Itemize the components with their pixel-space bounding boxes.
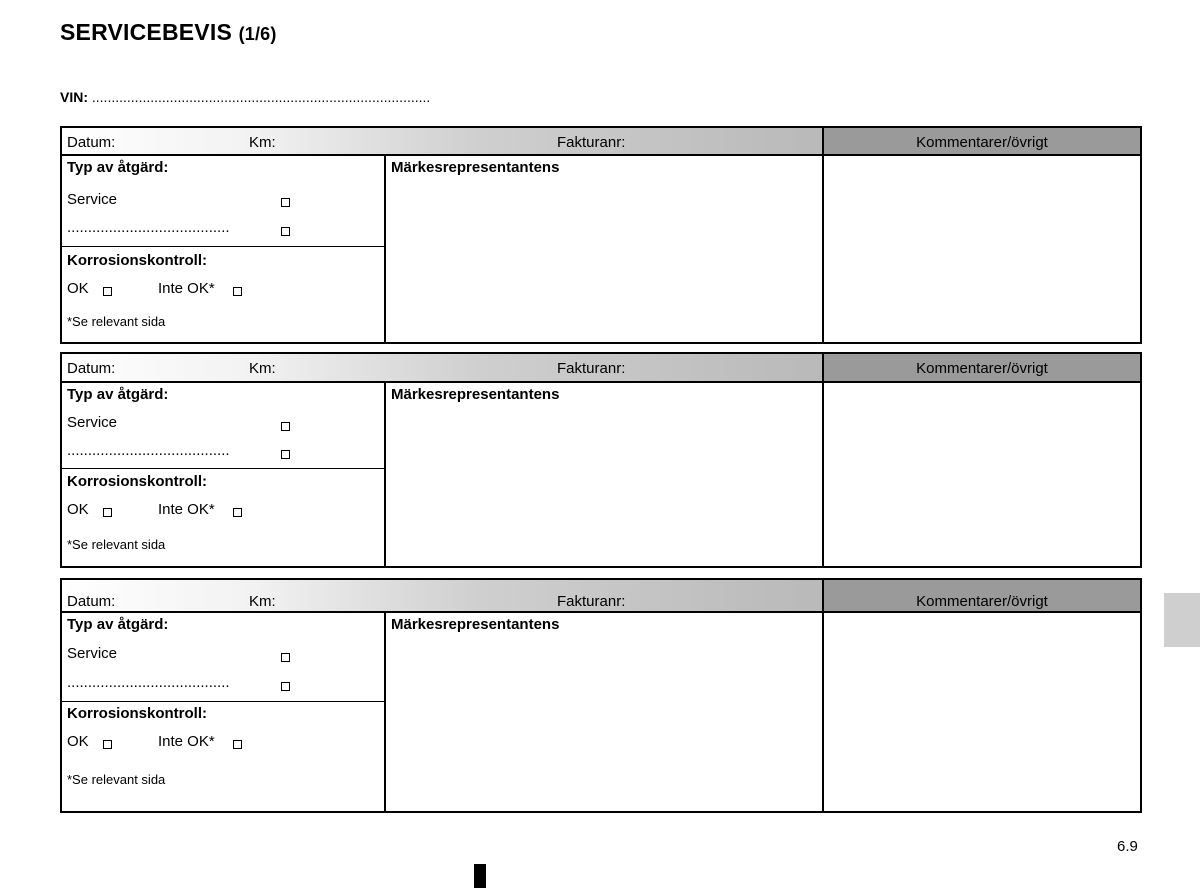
fakturanr-label: Fakturanr: <box>557 134 626 151</box>
other-action-dots: ....................................... <box>67 219 230 236</box>
typ-av-atgard-label: Typ av åtgärd: <box>67 159 169 176</box>
ok-checkbox[interactable] <box>103 508 112 517</box>
typ-av-atgard-label: Typ av åtgärd: <box>67 386 169 403</box>
page-title-sub: (1/6) <box>238 24 277 44</box>
other-action-checkbox[interactable] <box>281 450 290 459</box>
ok-checkbox[interactable] <box>103 740 112 749</box>
action-column <box>62 156 386 342</box>
section-divider <box>62 701 384 702</box>
comments-header <box>822 354 1140 383</box>
other-action-dots: ....................................... <box>67 442 230 459</box>
kommentarer-label: Kommentarer/övrigt <box>916 134 1048 151</box>
vin-dots: ....................................................................................... <box>91 89 431 105</box>
action-column <box>62 383 386 566</box>
datum-label: Datum: <box>67 360 116 377</box>
crop-mark <box>474 864 486 888</box>
page-title <box>60 19 277 46</box>
other-action-checkbox[interactable] <box>281 682 290 691</box>
comments-header <box>822 580 1140 613</box>
service-record-1 <box>60 126 1142 344</box>
service-record-3 <box>60 578 1142 813</box>
service-record-2 <box>60 352 1142 568</box>
comments-header <box>822 128 1140 156</box>
service-label: Service <box>67 645 118 662</box>
korrosionskontroll-label: Korrosionskontroll: <box>67 473 208 490</box>
inte-ok-checkbox[interactable] <box>233 287 242 296</box>
page-title-text: SERVICEBEVIS <box>60 19 232 45</box>
vin-label: VIN: <box>60 89 88 105</box>
km-label: Km: <box>249 593 276 610</box>
record-header <box>62 128 822 156</box>
ok-checkbox[interactable] <box>103 287 112 296</box>
comments-column-divider <box>822 613 824 811</box>
ok-label: OK <box>67 501 89 518</box>
km-label: Km: <box>249 360 276 377</box>
korrosionskontroll-label: Korrosionskontroll: <box>67 705 208 722</box>
kommentarer-label: Kommentarer/övrigt <box>916 593 1048 610</box>
km-label: Km: <box>249 134 276 151</box>
inte-ok-label: Inte OK* <box>158 733 215 750</box>
markesrepresentantens-label: Märkesrepresentantens <box>391 616 560 633</box>
other-action-checkbox[interactable] <box>281 227 290 236</box>
record-header <box>62 580 822 613</box>
service-label: Service <box>67 191 118 208</box>
service-checkbox[interactable] <box>281 198 290 207</box>
record-header <box>62 354 822 383</box>
inte-ok-label: Inte OK* <box>158 501 215 518</box>
action-column <box>62 613 386 811</box>
fakturanr-label: Fakturanr: <box>557 360 626 377</box>
page-number: 6.9 <box>1117 838 1138 855</box>
ok-label: OK <box>67 733 89 750</box>
inte-ok-checkbox[interactable] <box>233 508 242 517</box>
fakturanr-label: Fakturanr: <box>557 593 626 610</box>
korrosionskontroll-label: Korrosionskontroll: <box>67 252 208 269</box>
se-relevant-sida-note: *Se relevant sida <box>67 537 166 552</box>
service-label: Service <box>67 414 118 431</box>
comments-column-divider <box>822 383 824 566</box>
markesrepresentantens-label: Märkesrepresentantens <box>391 386 560 403</box>
section-divider <box>62 246 384 247</box>
datum-label: Datum: <box>67 134 116 151</box>
other-action-dots: ....................................... <box>67 674 230 691</box>
chapter-tab <box>1164 593 1200 647</box>
service-checkbox[interactable] <box>281 653 290 662</box>
typ-av-atgard-label: Typ av åtgärd: <box>67 616 169 633</box>
comments-column-divider <box>822 156 824 342</box>
se-relevant-sida-note: *Se relevant sida <box>67 772 166 787</box>
markesrepresentantens-label: Märkesrepresentantens <box>391 159 560 176</box>
vin-line <box>60 89 430 105</box>
service-checkbox[interactable] <box>281 422 290 431</box>
inte-ok-checkbox[interactable] <box>233 740 242 749</box>
ok-label: OK <box>67 280 89 297</box>
section-divider <box>62 468 384 469</box>
inte-ok-label: Inte OK* <box>158 280 215 297</box>
kommentarer-label: Kommentarer/övrigt <box>916 360 1048 377</box>
datum-label: Datum: <box>67 593 116 610</box>
se-relevant-sida-note: *Se relevant sida <box>67 314 166 329</box>
